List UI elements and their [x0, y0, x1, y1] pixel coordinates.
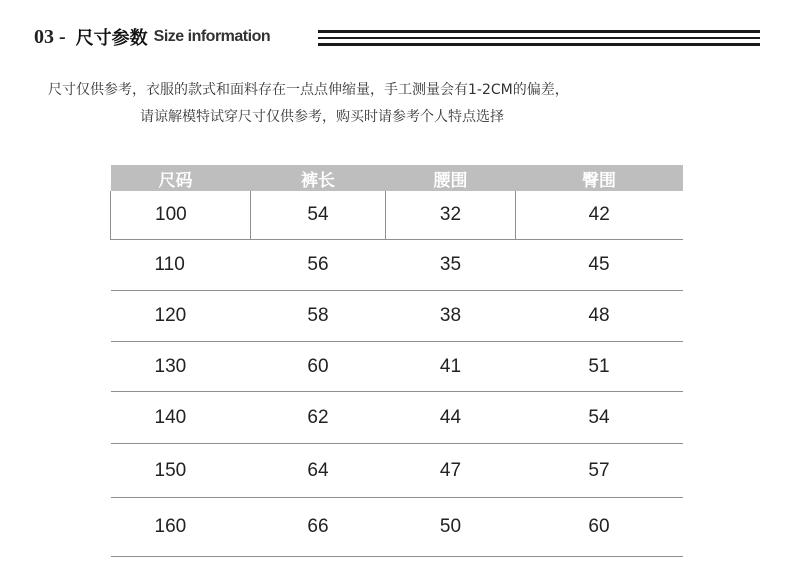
section-title-en: Size information	[153, 28, 271, 45]
pants-length-cell: 54	[251, 191, 386, 240]
hip-cell: 42	[516, 191, 683, 240]
table-row	[111, 240, 683, 291]
size-cell: 160	[111, 498, 251, 557]
size-cell: 150	[111, 444, 251, 498]
header-hip: 臀围	[516, 165, 683, 191]
waist-cell: 50	[386, 498, 516, 557]
table-row	[111, 342, 683, 392]
table-row	[111, 392, 683, 444]
section-number: 03 -	[34, 25, 66, 48]
size-cell: 110	[111, 240, 251, 291]
header-pants-length: 裤长	[251, 165, 386, 191]
table-header-row	[111, 165, 683, 191]
table-row	[111, 498, 683, 557]
waist-cell: 38	[386, 291, 516, 342]
waist-cell: 32	[386, 191, 516, 240]
hip-cell: 60	[516, 498, 683, 557]
table-body	[111, 191, 683, 557]
section-header	[34, 22, 270, 52]
size-table	[110, 165, 683, 557]
waist-cell: 35	[386, 240, 516, 291]
pants-length-cell: 60	[251, 342, 386, 392]
waist-cell: 41	[386, 342, 516, 392]
waist-cell: 44	[386, 392, 516, 444]
pants-length-cell: 66	[251, 498, 386, 557]
hip-cell: 54	[516, 392, 683, 444]
table-row	[111, 291, 683, 342]
hip-cell: 45	[516, 240, 683, 291]
header-waist: 腰围	[386, 165, 516, 191]
hip-cell: 51	[516, 342, 683, 392]
stripe-line	[318, 30, 760, 33]
hip-cell: 57	[516, 444, 683, 498]
stripe-line	[318, 43, 760, 46]
table-row	[111, 444, 683, 498]
size-cell: 130	[111, 342, 251, 392]
size-cell: 120	[111, 291, 251, 342]
size-note-line-1: 尺寸仅供参考，衣服的款式和面料存在一点点伸缩量，手工测量会有1-2CM的偏差，	[48, 82, 569, 98]
size-cell: 100	[111, 191, 251, 240]
section-title-cn: 尺寸参数	[75, 28, 148, 49]
header-size: 尺码	[111, 165, 251, 191]
size-cell: 140	[111, 392, 251, 444]
waist-cell: 47	[386, 444, 516, 498]
pants-length-cell: 56	[251, 240, 386, 291]
size-note-line-2: 请谅解模特试穿尺寸仅供参考，购买时请参考个人特点选择	[140, 109, 504, 125]
pants-length-cell: 58	[251, 291, 386, 342]
stripe-line	[318, 37, 760, 39]
pants-length-cell: 64	[251, 444, 386, 498]
hip-cell: 48	[516, 291, 683, 342]
table-row	[111, 191, 683, 240]
decorative-stripes	[318, 30, 760, 50]
pants-length-cell: 62	[251, 392, 386, 444]
